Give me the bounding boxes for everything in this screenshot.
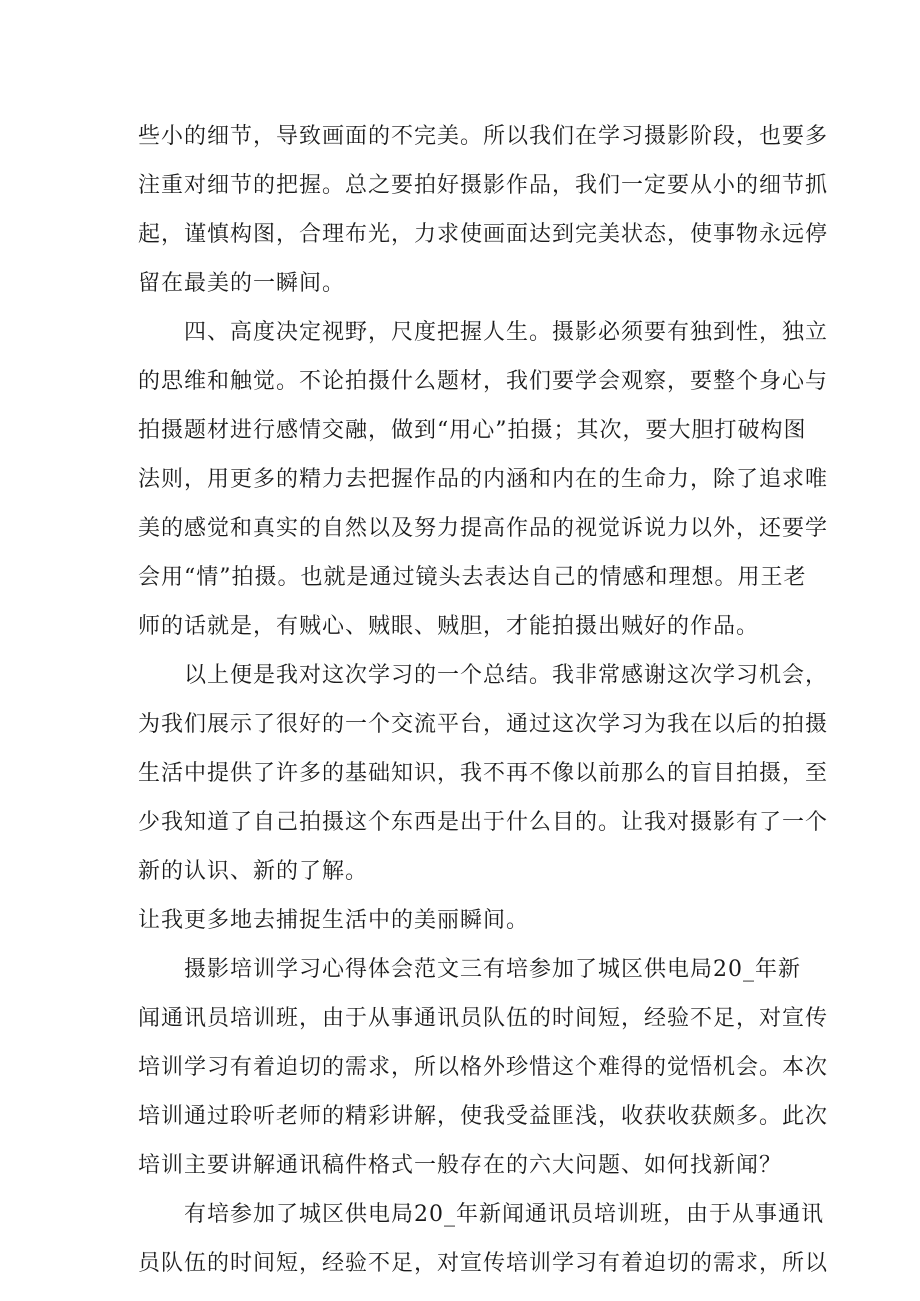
text-line: 拍摄题材进行感情交融，做到“用心”拍摄；其次，要大胆打破构图 <box>138 418 807 443</box>
document-body <box>138 112 829 1288</box>
text-line: 培训学习有着迫切的需求，所以格外珍惜这个难得的觉悟机会。本次 <box>138 1055 829 1080</box>
text-line-paragraph-start: 有培参加了城区供电局20_年新闻通讯员培训班，由于从事通讯 <box>184 1202 824 1227</box>
text-line: 新的认识、新的了解。 <box>138 859 369 884</box>
text-line: 培训通过聆听老师的精彩讲解，使我受益匪浅，收获收获颇多。此次 <box>138 1104 829 1129</box>
text-line-paragraph-start: 以上便是我对这次学习的一个总结。我非常感谢这次学习机会， <box>184 663 829 688</box>
text-line-paragraph-start: 四、高度决定视野，尺度把握人生。摄影必须要有独到性，独立 <box>184 320 829 345</box>
text-line: 为我们展示了很好的一个交流平台，通过这次学习为我在以后的拍摄 <box>138 712 829 737</box>
text-line: 会用“情”拍摄。也就是通过镜头去表达自己的情感和理想。用王老 <box>138 565 807 590</box>
text-line: 的思维和触觉。不论拍摄什么题材，我们要学会观察，要整个身心与 <box>138 369 829 394</box>
text-line: 少我知道了自己拍摄这个东西是出于什么目的。让我对摄影有了一个 <box>138 810 829 835</box>
text-line: 员队伍的时间短，经验不足，对宣传培训学习有着迫切的需求，所以 <box>138 1251 829 1276</box>
text-line: 起，谨慎构图，合理布光，力求使画面达到完美状态，使事物永远停 <box>138 222 829 247</box>
text-line: 培训主要讲解通讯稿件格式一般存在的六大问题、如何找新闻？ <box>138 1153 783 1178</box>
text-line: 美的感觉和真实的自然以及努力提高作品的视觉诉说力以外，还要学 <box>138 516 829 541</box>
text-line: 闻通讯员培训班，由于从事通讯员队伍的时间短，经验不足，对宣传 <box>138 1006 829 1031</box>
text-line: 法则，用更多的精力去把握作品的内涵和内在的生命力，除了追求唯 <box>138 467 829 492</box>
text-line: 留在最美的一瞬间。 <box>138 271 346 296</box>
text-line: 生活中提供了许多的基础知识，我不再不像以前那么的盲目拍摄，至 <box>138 761 829 786</box>
text-line-paragraph-start: 摄影培训学习心得体会范文三有培参加了城区供电局20_年新 <box>184 957 801 982</box>
text-line: 注重对细节的把握。总之要拍好摄影作品，我们一定要从小的细节抓 <box>138 173 829 198</box>
text-line: 些小的细节，导致画面的不完美。所以我们在学习摄影阶段，也要多 <box>138 124 829 149</box>
text-line: 让我更多地去捕捉生活中的美丽瞬间。 <box>138 908 530 933</box>
text-line: 师的话就是，有贼心、贼眼、贼胆，才能拍摄出贼好的作品。 <box>138 614 760 639</box>
